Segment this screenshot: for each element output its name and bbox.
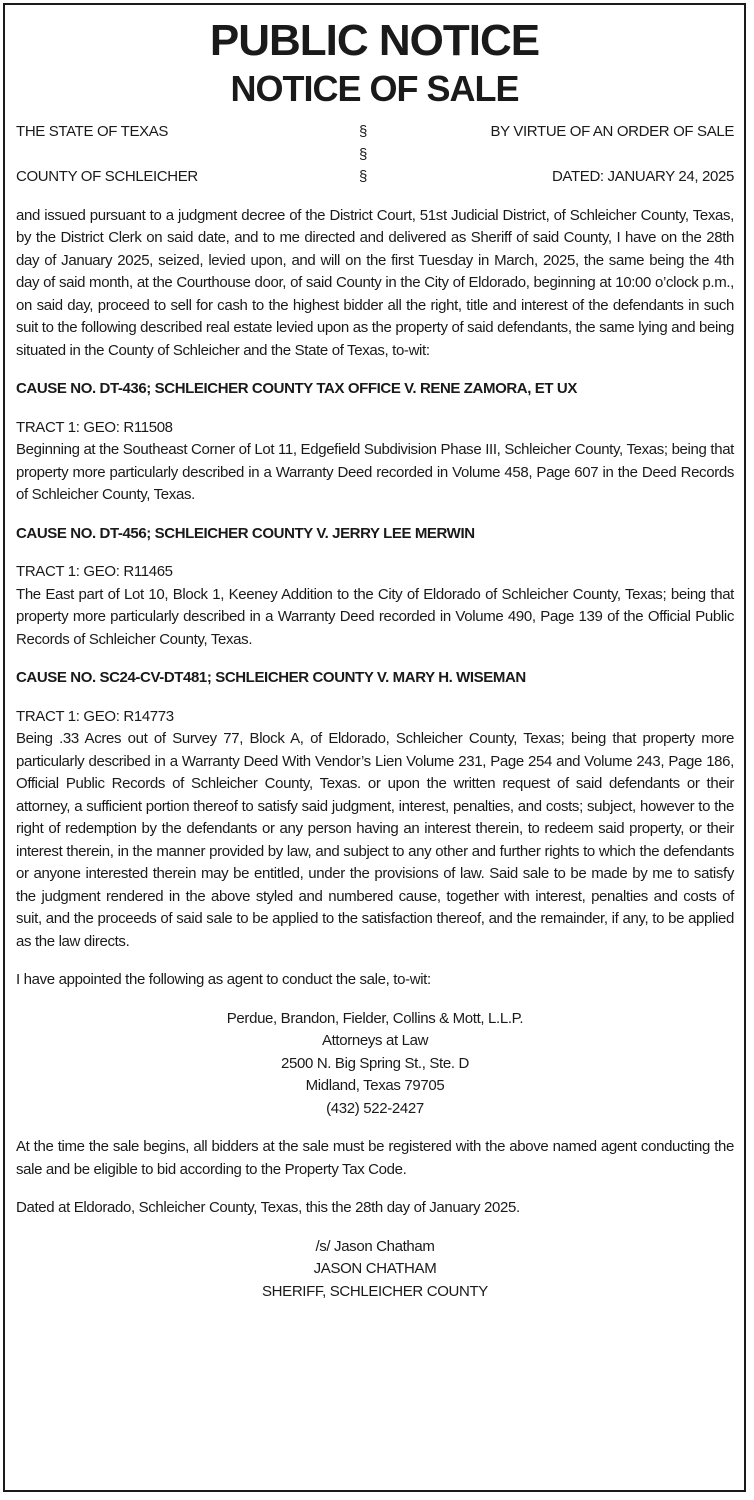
section-symbol: § <box>359 145 367 163</box>
cause-section <box>16 523 734 652</box>
dated-label: DATED: JANUARY 24, 2025 <box>551 168 734 185</box>
agent-block <box>16 1008 734 1121</box>
section-symbol: § <box>359 168 367 185</box>
cause-section <box>16 378 734 507</box>
tract-description: Beginning at the Southeast Corner of Lot 11, Edgefield Subdivision Phase III, Schleicher County, Texas; being that property more particularly described in a Warranty Deed recorded in Volume 458, Page 607 in the Deed Records of Schleicher County, Texas. <box>16 441 734 503</box>
caption-row <box>16 144 734 167</box>
caption-row <box>16 166 734 189</box>
notice-body <box>5 121 744 1303</box>
cause-heading: CAUSE NO. SC24-CV-DT481; SCHLEICHER COUNTY V. MARY H. WISEMAN <box>16 669 526 686</box>
cause-heading: CAUSE NO. DT-456; SCHLEICHER COUNTY V. JERRY LEE MERWIN <box>16 524 475 542</box>
state-label: THE STATE OF TEXAS <box>16 123 169 140</box>
agent-phone: (432) 522-2427 <box>326 1099 424 1117</box>
dated-paragraph: Dated at Eldorado, Schleicher County, Texas, this the 28th day of January 2025. <box>16 1199 520 1216</box>
tract-label: TRACT 1: GEO: R11508 <box>16 418 173 436</box>
intro-paragraph: and issued pursuant to a judgment decree of the District Court, 51st Judicial District, of Schleicher County, Texas, by the District Clerk on said date, and to me directed and delivered as Sheriff of said County, I have on the 28th day of January 2025, seized, levied upon, and will on the first Tuesday in March, 2025, the same being the 4th day of said month, at the Courthouse door, of said County in the City of Eldorado, beginning at 10:00 o’clock p.m., on said day, proceed to sell for cash to the highest bidder all the right, title and interest of the defendants in such suit to the following described real estate levied upon as the property of said defendants, the same lying and being situated in the County of Schleicher and the State of Texas, to-wit: <box>16 206 734 359</box>
caption-row <box>16 121 734 144</box>
signer-name: JASON CHATHAM <box>313 1260 437 1277</box>
agent-city: Midland, Texas 79705 <box>305 1077 445 1094</box>
agent-address: 2500 N. Big Spring St., Ste. D <box>281 1054 469 1072</box>
tract-label: TRACT 1: GEO: R14773 <box>16 707 174 725</box>
notice-page <box>3 3 746 1492</box>
county-label: COUNTY OF SCHLEICHER <box>16 168 198 185</box>
tract-description: Being .33 Acres out of Survey 77, Block A, of Eldorado, Schleicher County, Texas; being that property more particularly described in a Warranty Deed With Vendor’s Lien Volume 231, Page 254 and Volume 243, Page 186, Official Public Records of Schleicher County, Texas. or upon the written request of said defendants or their attorney, a sufficient portion thereof to satisfy said judgment, interest, penalties, and costs; subject, however to the right of redemption by the defendants or any person having an interest therein, to redeem said property, or their interest therein, in the manner provided by law, and subject to any other and further rights to which the defendants or anyone interested therein may be entitled, under the provisions of law. Said sale to be made by me to satisfy the judgment rendered in the above styled and numbered cause, together with interest, penalties and costs of suit, and the proceeds of said sale to be applied to the satisfaction thereof, and the remainder, if any, to be applied as the law directs. <box>16 730 734 950</box>
caption-block <box>16 121 734 189</box>
page-title: PUBLIC NOTICE <box>209 16 540 65</box>
agent-intro: I have appointed the following as agent to conduct the sale, to-wit: <box>16 971 431 988</box>
agent-name: Perdue, Brandon, Fielder, Collins & Mott, L.L.P. <box>226 1009 524 1027</box>
page-subtitle: NOTICE OF SALE <box>230 68 519 109</box>
section-symbol: § <box>359 123 367 140</box>
tract-label: TRACT 1: GEO: R11465 <box>16 563 173 580</box>
bidders-paragraph: At the time the sale begins, all bidders at the sale must be registered with the above named agent conducting the sale and be eligible to bid according to the Property Tax Code. <box>16 1138 734 1178</box>
signer-title: SHERIFF, SCHLEICHER COUNTY <box>262 1282 488 1300</box>
agent-title: Attorneys at Law <box>321 1032 429 1049</box>
cause-section <box>16 667 734 953</box>
signature-line: /s/ Jason Chatham <box>315 1237 435 1255</box>
cause-heading: CAUSE NO. DT-436; SCHLEICHER COUNTY TAX OFFICE V. RENE ZAMORA, ET UX <box>16 380 577 397</box>
signature-block <box>16 1236 734 1304</box>
order-label: BY VIRTUE OF AN ORDER OF SALE <box>490 123 734 140</box>
tract-description: The East part of Lot 10, Block 1, Keeney Addition to the City of Eldorado of Schleicher County, Texas; being that property more particularly described in a Warranty Deed recorded in Volume 490, Page 139 of the Official Public Records of Schleicher County, Texas. <box>16 585 734 648</box>
